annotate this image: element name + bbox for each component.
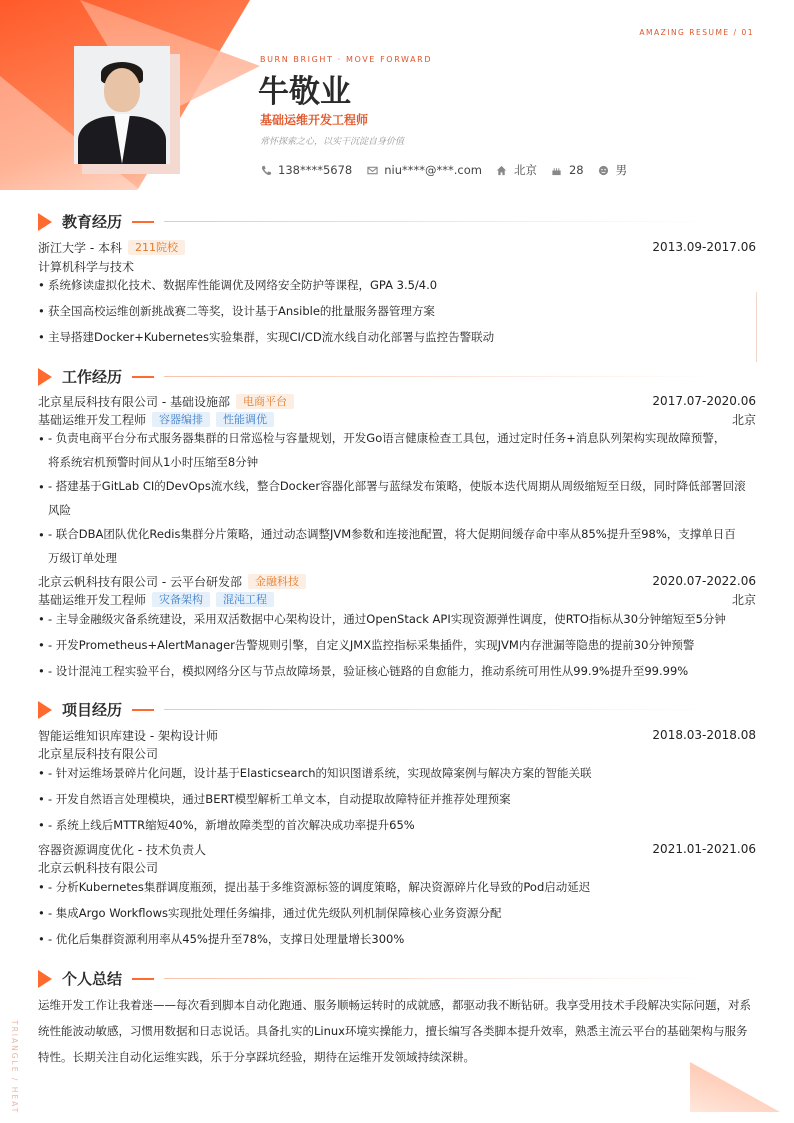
school-name: 浙江大学 - 本科 bbox=[38, 240, 122, 255]
triangle-icon bbox=[38, 970, 52, 988]
education-bullets bbox=[38, 272, 756, 350]
work-location: 北京 bbox=[731, 592, 756, 607]
project-company: 北京云帆科技有限公司 bbox=[38, 861, 159, 875]
project-title: 容器资源调度优化 - 技术负责人 bbox=[38, 842, 206, 857]
role: 基础运维开发工程师 bbox=[38, 412, 147, 427]
work-role-line bbox=[38, 411, 756, 427]
list-item: • - 联合DBA团队优化Redis集群分片策略，通过动态调整JVM参数和连接池配置，将大促期间缓存命中率从85%提升至98%，支撑单日百 万级订单处理 bbox=[38, 522, 756, 570]
work-entry-header bbox=[38, 393, 756, 409]
work-bullets bbox=[38, 606, 756, 684]
avatar bbox=[74, 46, 170, 164]
age: 28 bbox=[568, 163, 584, 177]
work-bullets bbox=[38, 426, 756, 570]
list-item: • - 搭建基于GitLab CI的DevOps流水线，整合Docker容器化部署与蓝绿发布策略，使版本迭代周期从周级缩短至日级，同时降低部署回滚 风险 bbox=[38, 474, 756, 522]
resume-page-label: AMAZING RESUME / 01 bbox=[639, 28, 754, 37]
summary-text: 运维开发工作让我着迷——每次看到脚本自动化跑通、服务顺畅运转时的成就感，都驱动我不断钻研。我享受用技术手段解决实际问题，对系统性能波动敏感，习惯用数据和日志说话。具备扎实的Linux环境实操能力，擅长编写各类脚本提升效率，熟悉主流云平台的基础架构与服务特性。长期关注自动化运维实践，乐于分享踩坑经验，期待在运维开发领域持续深耕。 bbox=[38, 998, 751, 1064]
skill-tag: 容器编排 bbox=[152, 412, 210, 427]
skill-tag: 性能调优 bbox=[216, 412, 274, 427]
work-entry-header bbox=[38, 573, 756, 589]
company-name: 北京云帆科技有限公司 - 云平台研发部 bbox=[38, 574, 242, 589]
list-item: • - 优化后集群资源利用率从45%提升至78%，支撑日处理量增长300% bbox=[38, 926, 756, 952]
company-name: 北京星辰科技有限公司 - 基础设施部 bbox=[38, 394, 230, 409]
section-header-summary bbox=[38, 968, 714, 989]
education-period: 2013.09-2017.06 bbox=[652, 240, 756, 254]
section-header-work bbox=[38, 366, 714, 387]
work-role-line bbox=[38, 591, 756, 607]
section-header-education bbox=[38, 211, 714, 232]
contact-gender bbox=[598, 162, 628, 178]
contact-info bbox=[260, 162, 627, 178]
industry-tag: 电商平台 bbox=[236, 394, 294, 409]
education-entry-header bbox=[38, 239, 756, 255]
email-address: niu****@***.com bbox=[384, 163, 482, 177]
section-title: 工作经历 bbox=[62, 368, 123, 386]
project-title: 智能运维知识库建设 - 架构设计师 bbox=[38, 728, 218, 743]
section-header-projects bbox=[38, 699, 714, 720]
phone-number: 138****5678 bbox=[278, 163, 353, 177]
list-item: • - 设计混沌工程实验平台，模拟网络分区与节点故障场景，验证核心链路的自愈能力，推动系统可用性从99.9%提升至99.99% bbox=[38, 658, 756, 684]
industry-tag: 金融科技 bbox=[248, 574, 306, 589]
list-item: • - 分析Kubernetes集群调度瓶颈，提出基于多维资源标签的调度策略，解决资源碎片化导致的Pod启动延迟 bbox=[38, 874, 756, 900]
project-entry-header bbox=[38, 727, 756, 743]
mail-icon bbox=[366, 164, 378, 176]
list-item: • 主导搭建Docker+Kubernetes实验集群，实现CI/CD流水线自动化部署与监控告警联动 bbox=[38, 324, 756, 350]
tagline: BURN BRIGHT · MOVE FORWARD bbox=[260, 55, 433, 64]
list-item: • 系统修读虚拟化技术、数据库性能调优及网络安全防护等课程，GPA 3.5/4.0 bbox=[38, 272, 756, 298]
job-title: 基础运维开发工程师 bbox=[260, 113, 369, 127]
skill-tag: 灾备架构 bbox=[152, 592, 210, 607]
project-bullets bbox=[38, 874, 756, 952]
skill-tag: 混沌工程 bbox=[216, 592, 274, 607]
home-icon bbox=[496, 164, 508, 176]
list-item: • - 针对运维场景碎片化问题，设计基于Elasticsearch的知识图谱系统，实现故障案例与解决方案的智能关联 bbox=[38, 760, 756, 786]
person-icon bbox=[598, 164, 610, 176]
school-tag: 211院校 bbox=[128, 240, 185, 255]
triangle-icon bbox=[38, 213, 52, 231]
contact-city bbox=[496, 162, 537, 178]
role: 基础运维开发工程师 bbox=[38, 592, 147, 607]
list-item: • - 负责电商平台分布式服务器集群的日常巡检与容量规划，开发Go语言健康检查工具包，通过定时任务+消息队列架构实现故障预警， 将系统宕机预警时间从1小时压缩至8分钟 bbox=[38, 426, 756, 474]
side-watermark-text: TRIANGLE / HEAT bbox=[10, 1020, 19, 1115]
triangle-icon bbox=[38, 368, 52, 386]
project-company: 北京星辰科技有限公司 bbox=[38, 747, 159, 761]
divider-line bbox=[756, 292, 757, 362]
cake-icon bbox=[551, 164, 563, 176]
project-period: 2018.03-2018.08 bbox=[652, 728, 756, 742]
city: 北京 bbox=[513, 163, 537, 177]
candidate-name: 牛敬业 bbox=[258, 74, 351, 110]
major: 计算机科学与技术 bbox=[38, 260, 135, 274]
work-period: 2017.07-2020.06 bbox=[652, 394, 756, 408]
list-item: • - 系统上线后MTTR缩短40%，新增故障类型的首次解决成功率提升65% bbox=[38, 812, 756, 838]
project-period: 2021.01-2021.06 bbox=[652, 842, 756, 856]
contact-phone bbox=[260, 162, 352, 178]
list-item: • 获全国高校运维创新挑战赛二等奖，设计基于Ansible的批量服务器管理方案 bbox=[38, 298, 756, 324]
motto: 常怀探索之心，以实干沉淀自身价值 bbox=[260, 137, 405, 147]
triangle-icon bbox=[38, 701, 52, 719]
work-period: 2020.07-2022.06 bbox=[652, 574, 756, 588]
section-title: 教育经历 bbox=[62, 213, 123, 231]
phone-icon bbox=[260, 164, 272, 176]
project-entry-header bbox=[38, 841, 756, 857]
contact-age bbox=[551, 162, 584, 178]
work-location: 北京 bbox=[731, 412, 756, 427]
section-title: 个人总结 bbox=[62, 970, 123, 988]
gender: 男 bbox=[615, 163, 628, 177]
list-item: • - 开发自然语言处理模块，通过BERT模型解析工单文本，自动提取故障特征并推荐处理预案 bbox=[38, 786, 756, 812]
project-bullets bbox=[38, 760, 756, 838]
section-title: 项目经历 bbox=[62, 701, 123, 719]
contact-email bbox=[366, 162, 482, 178]
list-item: • - 集成Argo Workflows实现批处理任务编排，通过优先级队列机制保障核心业务资源分配 bbox=[38, 900, 756, 926]
list-item: • - 开发Prometheus+AlertManager告警规则引擎，自定义JMX监控指标采集插件，实现JVM内存泄漏等隐患的提前30分钟预警 bbox=[38, 632, 756, 658]
list-item: • - 主导金融级灾备系统建设，采用双活数据中心架构设计，通过OpenStack API实现资源弹性调度，使RTO指标从30分钟缩短至5分钟 bbox=[38, 606, 756, 632]
